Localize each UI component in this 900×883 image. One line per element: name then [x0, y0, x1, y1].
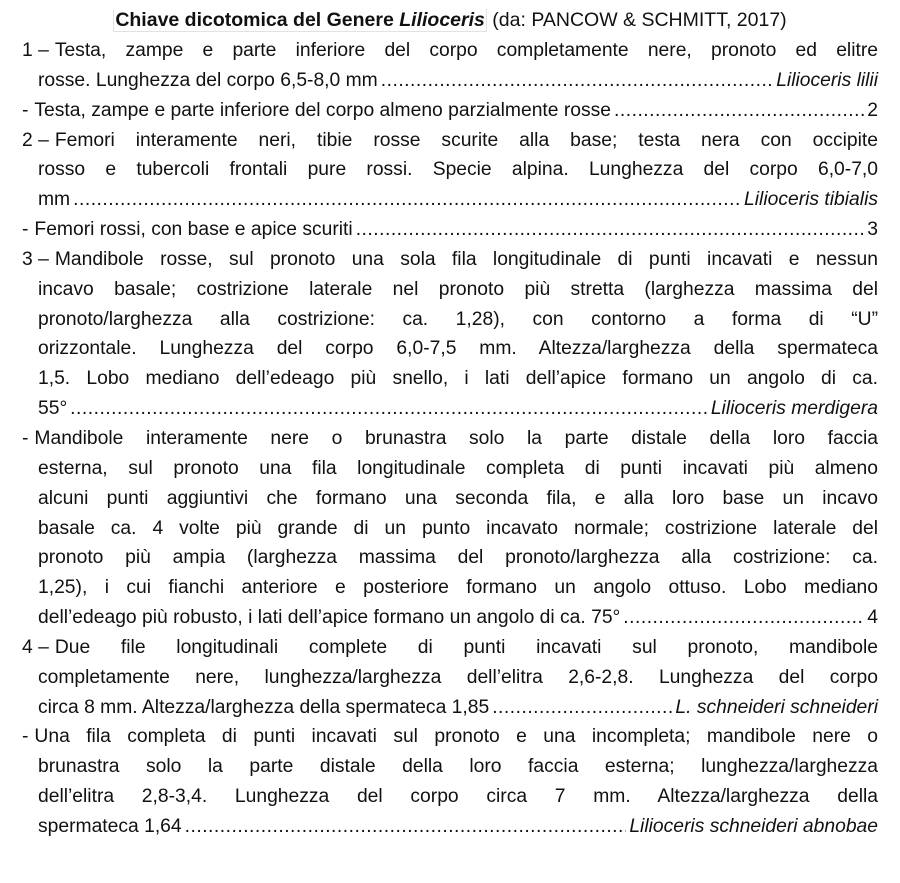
species-result: Lilioceris tibialis [744, 189, 878, 211]
dichotomous-key [22, 36, 878, 842]
species-result: L. schneideri schneideri [675, 696, 878, 718]
leader-dots [623, 603, 864, 633]
entry-text-line: alcuni punti aggiuntivi che formano una seconda fila, e alla loro base un incavo [38, 487, 878, 509]
leader-dots [492, 693, 672, 723]
entry-label: 2 – [22, 129, 49, 151]
leader-dots [381, 66, 773, 96]
entry-text-line: completamente nere, lunghezza/larghezza dell’elitra 2,6-2,8. Lunghezza del corpo [38, 666, 878, 688]
species-result: Lilioceris lilii [776, 69, 878, 91]
title-bold: Chiave dicotomica del Genere [115, 9, 400, 31]
entry-label: - [22, 99, 29, 121]
entry-text-tail: spermateca 1,64 [38, 815, 182, 837]
entry-text-tail: mm [38, 189, 71, 211]
key-entry [22, 96, 878, 126]
leader-dots [185, 812, 627, 842]
entry-text-line: orizzontale. Lunghezza del corpo 6,0-7,5 mm. Altezza/larghezza della spermateca [38, 338, 878, 360]
key-entry [22, 633, 878, 723]
leader-dots [356, 215, 865, 245]
entry-text-tail: Femori rossi, con base e apice scuriti [34, 219, 353, 241]
species-result: Lilioceris schneideri abnobae [629, 815, 878, 837]
entry-label: 3 – [22, 248, 49, 270]
species-result: Lilioceris merdigera [710, 398, 878, 420]
leader-dots [614, 96, 864, 126]
entry-text-line: dell’elitra 2,8-3,4. Lunghezza del corpo circa 7 mm. Altezza/larghezza della [38, 786, 878, 808]
entry-text-line: brunastra solo la parte distale della loro faccia esterna; lunghezza/larghezza [38, 756, 878, 778]
entry-text-line: basale ca. 4 volte più grande di un punto incavato normale; costrizione laterale del [38, 517, 878, 539]
entry-text-tail: dell’edeago più robusto, i lati dell’apice formano un angolo di ca. 75° [38, 607, 621, 629]
entry-text-line: rosso e tubercoli frontali pure rossi. Specie alpina. Lunghezza del corpo 6,0-7,0 [38, 159, 878, 181]
key-entry [22, 126, 878, 216]
entry-text-tail: circa 8 mm. Altezza/larghezza della spermateca 1,85 [38, 696, 490, 718]
entry-text-line: 1,25), i cui fianchi anteriore e posteriore formano un angolo ottuso. Lobo mediano [38, 577, 878, 599]
entry-label: - [22, 427, 29, 449]
entry-label: - [22, 219, 29, 241]
entry-text-line: Femori interamente neri, tibie rosse scurite alla base; testa nera con occipite [54, 129, 878, 151]
entry-text-line: Mandibole interamente nere o brunastra solo la parte distale della loro faccia [34, 427, 878, 449]
entry-text-line: pronoto più ampia (larghezza massima del pronoto/larghezza alla costrizione: ca. [38, 547, 878, 569]
entry-text-line: Testa, zampe e parte inferiore del corpo completamente nere, pronoto ed elitre [54, 40, 878, 61]
title-box [113, 9, 487, 32]
key-entry [22, 722, 878, 841]
key-title [0, 5, 900, 35]
entry-text-line: Due file longitudinali complete di punti incavati sul pronoto, mandibole [54, 636, 878, 658]
title-genus: Lilioceris [399, 9, 485, 31]
key-entry [22, 215, 878, 245]
entry-text-line: Mandibole rosse, sul pronoto una sola fila longitudinale di punti incavati e nessun [54, 248, 878, 270]
entry-text-line: esterna, sul pronoto una fila longitudinale completa di punti incavati più almeno [38, 457, 878, 479]
leader-dots [70, 394, 708, 424]
entry-text-line: incavo basale; costrizione laterale nel pronoto più stretta (larghezza massima del [38, 278, 878, 300]
entry-text-tail: 55° [38, 398, 68, 420]
entry-label: 4 – [22, 636, 49, 658]
entry-label: - [22, 726, 29, 748]
key-entry [22, 245, 878, 424]
entry-text-line: 1,5. Lobo mediano dell’edeago più snello, i lati dell’apice formano un angolo di ca. [38, 368, 878, 390]
entry-text-tail: Testa, zampe e parte inferiore del corpo almeno parzialmente rosse [34, 99, 612, 121]
couplet-reference: 2 [867, 99, 878, 121]
title-source: (da: PANCOW & SCHMITT, 2017) [492, 9, 787, 31]
couplet-reference: 3 [867, 219, 878, 241]
couplet-reference: 4 [867, 607, 878, 629]
entry-text-line: pronoto/larghezza alla costrizione: ca. 1,28), con contorno a forma di “U” [38, 308, 878, 330]
entry-text-line: Una fila completa di punti incavati sul pronoto e una incompleta; mandibole nere o [34, 726, 878, 748]
key-entry [22, 424, 878, 633]
entry-text-tail: rosse. Lunghezza del corpo 6,5-8,0 mm [38, 69, 378, 91]
leader-dots [73, 185, 741, 215]
entry-label: 1 – [22, 40, 49, 61]
key-entry [22, 36, 878, 96]
